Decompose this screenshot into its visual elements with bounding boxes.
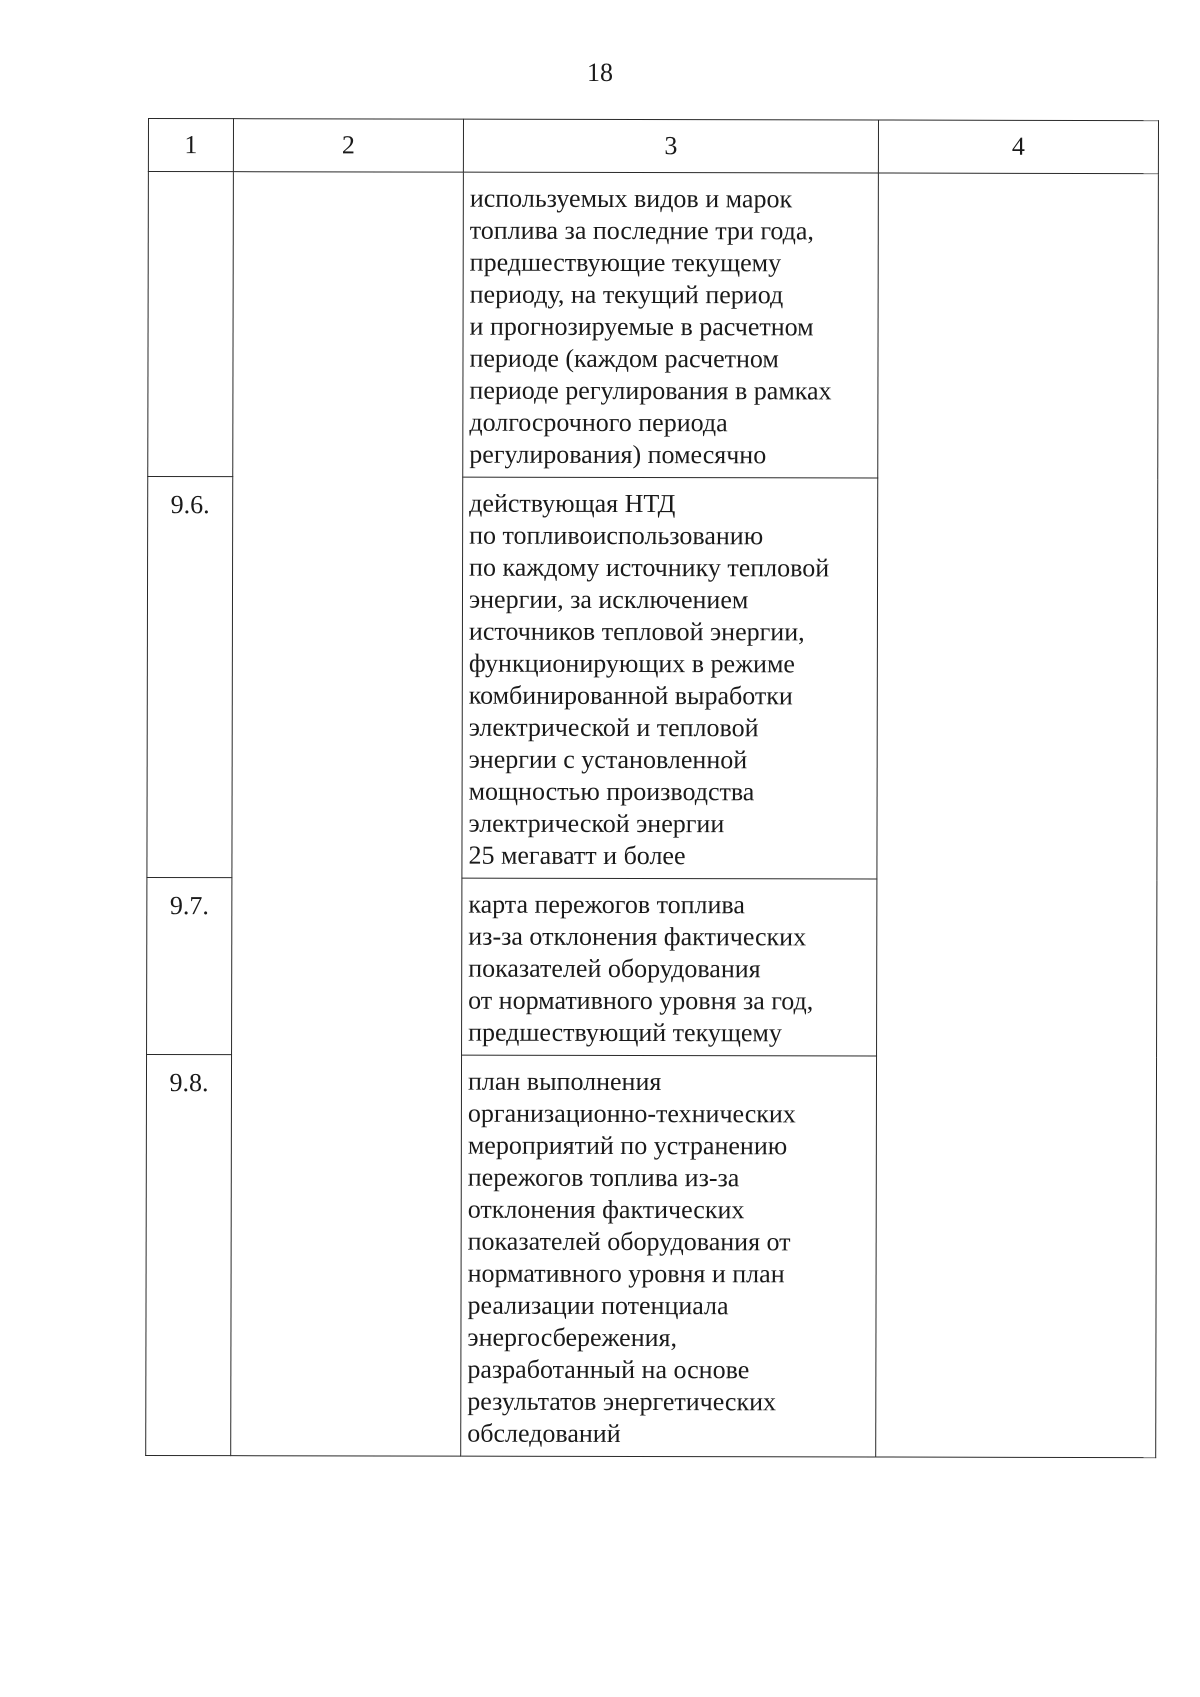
description-line: периоде (каждом расчетном [469,343,779,374]
description-line: мероприятий по устранению [467,1130,788,1161]
page-number: 18 [587,58,613,87]
row-number [148,172,234,477]
description-line: от нормативного уровня за год, [468,985,814,1016]
description-line: разработанный на основе [467,1354,750,1385]
description-line: по каждому источнику тепловой [469,552,830,583]
table-header-row [148,119,1158,174]
description-line: предшествующие текущему [469,247,782,278]
data-table [145,118,1159,1458]
description-line: показателей оборудования [468,953,761,984]
description-line: топлива за последние три года, [469,215,814,246]
description-line: нормативного уровня и план [467,1258,785,1289]
description-line: реализации потенциала [467,1290,729,1321]
description-line: результатов энергетических [467,1386,777,1417]
row-description [463,172,879,478]
description-line: отклонения фактических [467,1194,745,1225]
description-line: организационно-технических [467,1098,796,1129]
row-number: 9.6. [147,477,233,878]
description-line: периоду, на текущий период [469,279,784,310]
description-line: долгосрочного периода [469,407,728,438]
description-line: предшествующий текущему [468,1017,782,1048]
description-line: источников тепловой энергии, [468,616,805,647]
description-line: периоде регулирования в рамках [469,375,832,406]
description-line: энергии, за исключением [468,584,749,615]
description-line: функционирующих в режиме [468,648,795,679]
description-line: план выполнения [467,1066,662,1097]
row-number: 9.7. [147,877,232,1054]
description-line: энергосбережения, [467,1322,678,1353]
description-line: действующая НТД [469,488,676,519]
header-col-1: 1 [148,119,233,172]
description-line: по топливоиспользованию [469,520,764,551]
description-line: электрической энергии [468,808,725,839]
header-col-4: 4 [878,120,1158,174]
description-line: карта пережогов топлива [468,889,745,920]
description-line: из-за отклонения фактических [468,921,807,952]
header-col-3: 3 [463,119,878,173]
description-line: пережогов топлива из-за [467,1162,740,1193]
description-line: энергии с установленной [468,744,748,775]
row-description [461,1055,877,1457]
description-line: 25 мегаватт и более [468,840,686,871]
description-line: электрической и тепловой [468,712,759,743]
description-line: обследований [467,1418,621,1448]
description-line: используемых видов и марок [469,183,793,214]
description-line: комбинированной выработки [468,680,793,711]
description-line: и прогнозируемые в расчетном [469,311,814,342]
table-body [146,172,1159,1458]
header-col-2: 2 [233,119,463,172]
table-row [148,172,1159,479]
row-number: 9.8. [146,1054,232,1455]
column-2-cell [231,172,464,1456]
description-line: показателей оборудования от [467,1226,791,1257]
row-description [462,878,877,1056]
row-description [462,477,878,879]
description-line: регулирования) помесячно [469,439,767,470]
description-line: мощностью производства [468,776,755,807]
column-4-cell [876,173,1159,1458]
